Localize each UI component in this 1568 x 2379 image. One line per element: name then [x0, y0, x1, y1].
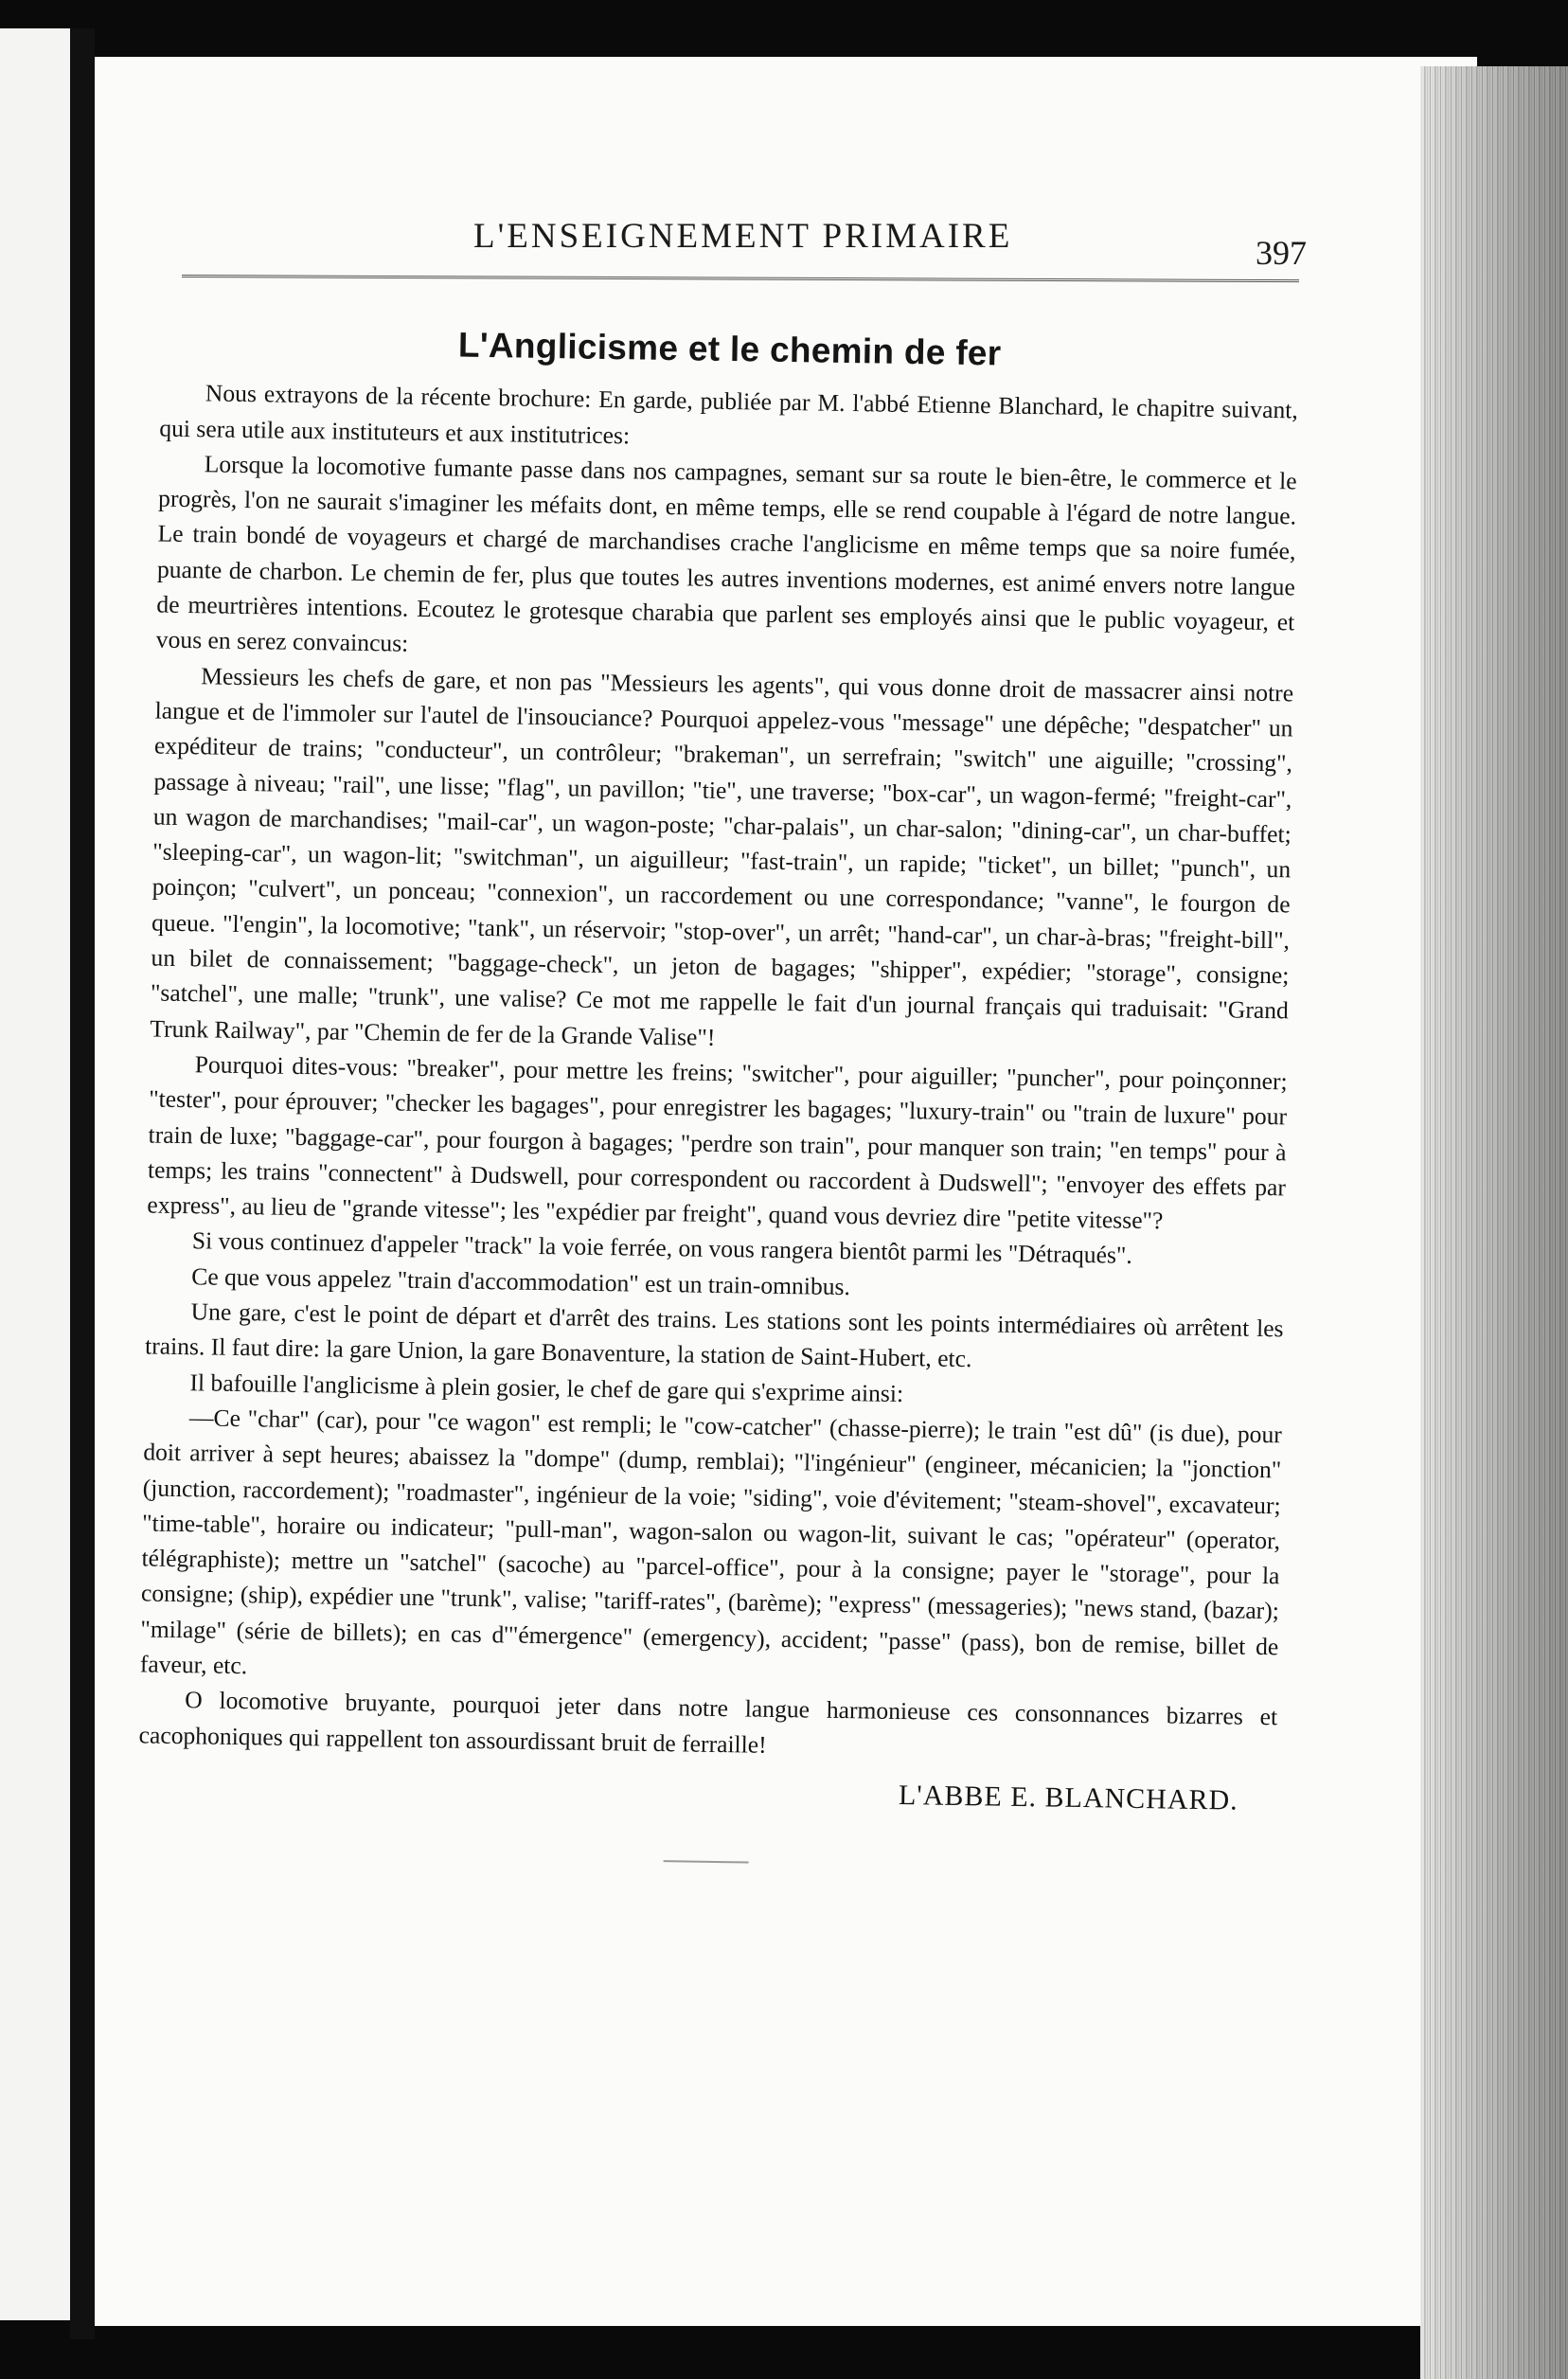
- paragraph-dialogue: —Ce "char" (car), pour "ce wagon" est rempli; le "cow-catcher" (chasse-pierre); le train "est dû" (is due), pour doit arriver à sept heures; abaissez la "dompe" (dump, remblai); "l'ingénieur" (engineer, mécanicien; la "jonction" (junction, raccordement); "roadmaster", ingénieur de la voie; "siding", voie d'évitement; "steam-shovel", excavateur; "time-table", horaire ou indicateur; "pull-man", wagon-salon ou wagon-lit, suivant le cas; "opérateur" (operator, télégraphiste); mettre un "satchel" (sacoche) au "parcel-office", pour à la consigne; payer le "storage", pour la consigne; (ship), expédier une "trunk", valise; "tariff-rates", (barème); "express" (messageries); "news stand, (bazar); "milage" (série de billets); en cas d'"émergence" (emergency), accident; "passe" (pass), bon de remise, billet de faveur, etc.: [139, 1404, 1283, 1680]
- paragraph-pourquoi: Pourquoi dites-vous: "breaker", pour mettre les freins; "switcher", pour aiguiller; "puncher", pour poinçonner; "tester", pour éprouver; "checker les bagages", pour enregistrer les bagages; "luxury-train" ou "train de luxure" pour train de luxe; "baggage-car", pour fourgon à bagages; "perdre son train", pour manquer son train; "en temps" pour à temps; les trains "connectent" à Dudswell, pour correspondent ou raccordent à Dudswell"; "envoyer des effets par express", au lieu de "grande vitesse"; les "expédier par freight", quand vous devriez dire "petite vitesse"?: [147, 1050, 1288, 1235]
- paragraph-gare: Une gare, c'est le point de départ et d'arrêt des trains. Les stations sont les points intermédiaires où arrêtent les trains. Il faut dire: la gare Union, la gare Bonaventure, la station de Saint-Hubert, etc.: [144, 1297, 1284, 1373]
- paragraph-track: Si vous continuez d'appeler "track" la voie ferrée, on vous rangera bientôt parmi les "Détraqués".: [191, 1226, 1132, 1270]
- page-number: 397: [1256, 234, 1307, 272]
- paragraph-intro: Nous extrayons de la récente brochure: En garde, publiée par M. l'abbé Etienne Blanchard, le chapitre suivant, qui sera utile aux instituteurs et aux institutrices:: [159, 379, 1298, 449]
- book-gutter: [70, 28, 95, 2339]
- author-signature: L'ABBE E. BLANCHARD.: [898, 1779, 1238, 1816]
- paragraph-accommodation: Ce que vous appelez "train d'accommodation" est un train-omnibus.: [191, 1261, 851, 1300]
- journal-title: L'ENSEIGNEMENT PRIMAIRE: [473, 217, 1013, 256]
- facing-page-edge: [0, 28, 70, 2320]
- paragraph-locomotive: Lorsque la locomotive fumante passe dans nos campagnes, semant sur sa route le bien-être, le commerce et le progrès, l'on ne saurait s'imaginer les méfaits dont, en même temps, elle se rend coupable à l'égard de notre langue. Le train bondé de voyageurs et chargé de marchandises crache l'anglicisme en même temps que sa noire fumée, puante de charbon. Le chemin de fer, plus que toutes les autres inventions modernes, est animé envers notre langue de meurtrières intentions. Ecoutez le grotesque charabia que parlent ses employés ainsi que le public voyageur, et vous en serez convaincus:: [155, 450, 1297, 658]
- article-title: L'Anglicisme et le chemin de fer: [457, 325, 1002, 373]
- page-block-shade: [1420, 66, 1568, 2379]
- paragraph-bafouille: Il bafouille l'anglicisme à plein gosier, le chef de gare qui s'exprime ainsi:: [189, 1368, 904, 1407]
- paragraph-closing: O locomotive bruyante, pourquoi jeter dans notre langue harmonieuse ces consonnances bizarres et cacophoniques qui rappellent ton assourdissant bruit de ferraille!: [138, 1686, 1278, 1759]
- paragraph-chefs-de-gare: Messieurs les chefs de gare, et non pas "Messieurs les agents", qui vous donne droit de massacrer ainsi notre langue et de l'immoler sur l'autel de l'insouciance? Pourquoi appelez-vous "message" une dépêche; "despatcher" un expéditeur de trains; "conducteur", un contrôleur; "brakeman", un serrefrain; "switch" une aiguille; "crossing", passage à niveau; "rail", une lisse; "flag", un pavillon; "tie", une traverse; "box-car", un wagon-fermé; "freight-car", un wagon de marchandises; "mail-car", un wagon-poste; "char-palais", un char-salon; "dining-car", un char-buffet; "sleeping-car", un wagon-lit; "switchman", un aiguilleur; "fast-train", un rapide; "ticket", un billet; "punch", un poinçon; "culvert", un ponceau; "connexion", un raccordement ou une correspondance; "vanne", le fourgon de queue. "l'engin", la locomotive; "tank", un réservoir; "stop-over", un arrêt; "hand-car", un char-à-bras; "freight-bill", un bilet de connaissement; "baggage-check", un jeton de bagages; "shipper", expédier; "storage", consigne; "satchel", une malle; "trunk", une valise? Ce mot me rappelle le fait d'un journal français qui traduisait: "Grand Trunk Railway", par "Chemin de fer de la Grande Valise"!: [150, 661, 1294, 1051]
- article: [137, 323, 1299, 1872]
- running-head: [180, 216, 1307, 273]
